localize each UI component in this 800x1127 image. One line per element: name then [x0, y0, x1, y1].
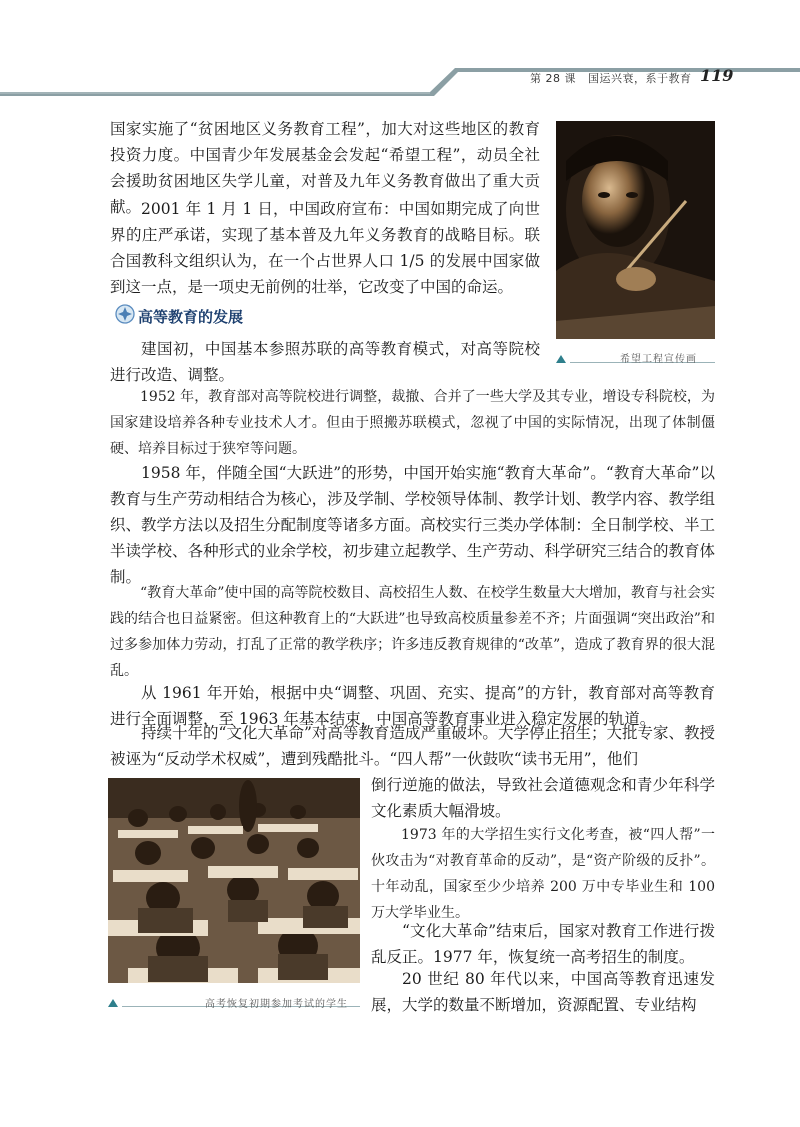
section-flower-icon: [114, 303, 136, 325]
caption-marker-icon: [556, 355, 566, 363]
lesson-title: 国运兴衰，系于教育: [588, 72, 692, 85]
paragraph-1958: 1958 年，伴随全国“大跃进”的形势，中国开始实施“教育大革命”。“教育大革命”以教育与生产劳动相结合为核心，涉及学制、学校领导体制、教学计划、教学内容、教学组织、教学方法以及招生分配制度等诸多方面。高校实行三类办学体制：全日制学校、半工半读学校、各种形式的业余学校，初步建立起教学、生产劳动、科学研究三结合的教育体制。: [110, 464, 715, 586]
paragraph-1973: 1973 年的大学招生实行文化考查，被“四人帮”一伙攻击为“对教育革命的反动”，是“资产阶级的反扑”。十年动乱，国家至少少培养 200 万中专毕业生和 100 万大学毕业生。: [371, 827, 715, 921]
paragraph-1952: 1952 年，教育部对高等院校进行调整，裁撤、合并了一些大学及其专业，增设专科院校，为国家建设培养各种专业技术人才。但由于照搬苏联模式，忽视了中国的实际情况，出现了体制僵硬、培养目标过于狭窄等问题。: [110, 389, 715, 457]
paragraph-education-revolution: “教育大革命”使中国的高等院校数目、高校招生人数、在校学生数量大大增加，教育与社会实践的结合也日益紧密。但这种教育上的“大跃进”也导致高校质量参差不齐；片面强调“突出政治”和过多参加体力劳动，打乱了正常的教学秩序；许多违反教育规律的“改革”，造成了教育界的很大混乱。: [110, 585, 715, 679]
paragraph-founding: 建国初，中国基本参照苏联的高等教育模式，对高等院校进行改造、调整。: [110, 340, 540, 384]
paragraph-1980s: 20 世纪 80 年代以来，中国高等教育迅速发展，大学的数量不断增加，资源配置、专业结构: [371, 970, 715, 1014]
section-title: 高等教育的发展: [138, 308, 244, 326]
paragraph-cultural-revolution: 持续十年的“文化大革命”对高等教育造成严重破坏。大学停止招生；大批专家、教授被诬为“反动学术权威”，遭到残酷批斗。“四人帮”一伙鼓吹“读书无用”，他们: [110, 724, 715, 768]
paragraph-1961: 从 1961 年开始，根据中央“调整、巩固、充实、提高”的方针，教育部对高等教育进行全面调整，至 1963 年基本结束，中国高等教育事业进入稳定发展的轨道。: [110, 684, 715, 728]
page-number: 119: [700, 66, 734, 85]
hope-project-caption: 希望工程宣传画: [620, 354, 697, 365]
exam-students-caption: 高考恢复初期参加考试的学生: [205, 999, 348, 1010]
running-header: [530, 70, 692, 86]
caption-marker-icon: [108, 999, 118, 1007]
lesson-number: 第 28 课: [530, 72, 576, 85]
paragraph-cultural-revolution-cont: 倒行逆施的做法，导致社会道德观念和青少年科学文化素质大幅滑坡。: [371, 776, 715, 820]
hope-project-photo: [556, 121, 715, 339]
paragraph-2001-announcement: 2001 年 1 月 1 日，中国政府宣布：中国如期完成了向世界的庄严承诺，实现了基本普及九年义务教育的战略目标。联合国教科文组织认为，在一个占世界人口 1/5 的发展中国家做到这一点，是一项史无前例的壮举，它改变了中国的命运。: [110, 200, 540, 296]
paragraph-1977: “文化大革命”结束后，国家对教育工作进行拨乱反正。1977 年，恢复统一高考招生的制度。: [371, 922, 715, 966]
exam-students-photo: [108, 778, 360, 983]
paragraph-hope-project: 国家实施了“贫困地区义务教育工程”，加大对这些地区的教育投资力度。中国青少年发展基金会发起“希望工程”，动员全社会援助贫困地区失学儿童，对普及九年义务教育做出了重大贡献。: [110, 120, 540, 216]
